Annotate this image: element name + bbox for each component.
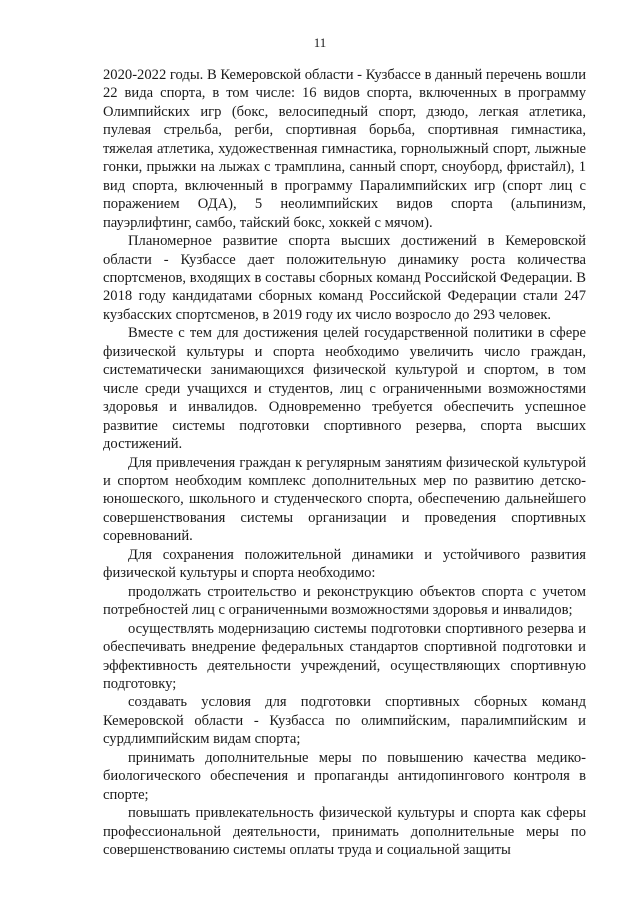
list-item-professional-attractiveness: повышать привлекательность физической культуры и спорта как сферы профессиональной деятельности, принимать дополнительные меры по совершенствованию системы оплаты труда и социальной защиты [103, 805, 586, 859]
list-item-national-teams: создавать условия для подготовки спортивных сборных команд Кемеровской области - Кузбасса по олимпийским, паралимпийским и сурдлимпийским видам спорта; [103, 694, 586, 748]
paragraph-necessary-actions-intro: Для сохранения положительной динамики и устойчивого развития физической культуры и спорта необходимо: [103, 546, 586, 582]
paragraph-additional-measures: Для привлечения граждан к регулярным занятиям физической культурой и спортом необходим комплекс дополнительных мер по развитию детско-юношеского, школьного и студенческого спорта, обеспечению дальнейшего совершенствования системы организации и проведения спортивных соревнований. [103, 454, 586, 545]
list-item-medical-support: принимать дополнительные меры по повышению качества медико-биологического обеспечения и пропаганды антидопингового контроля в спорте; [103, 749, 586, 803]
document-body [103, 66, 586, 859]
page-number: 11 [313, 35, 327, 50]
list-item-modernization: осуществлять модернизацию системы подготовки спортивного резерва и обеспечивать внедрение федеральных стандартов спортивной подготовки и эффективность деятельности учреждений, осуществляющих спортивную подготовку; [103, 620, 586, 692]
list-item-construction: продолжать строительство и реконструкцию объектов спорта с учетом потребностей лиц с ограниченными возможностями здоровья и инвалидов; [103, 583, 586, 619]
paragraph-policy-goals: Вместе с тем для достижения целей государственной политики в сфере физической культуры и спорта необходимо увеличить число граждан, систематически занимающихся физической культурой и спортом, в том числе среди учащихся и студентов, лиц с ограниченными возможностями здоровья и инвалидов. Одновременно требуется обеспечить успешное развитие системы подготовки спортивного резерва, спорта высших достижений. [103, 325, 586, 453]
paragraph-elite-sports-development: Планомерное развитие спорта высших достижений в Кемеровской области - Кузбассе дает положительную динамику роста количества спортсменов, входящих в составы сборных команд Российской Федерации. В 2018 году кандидатами сборных команд Российской Федерации стали 247 кузбасских спортсменов, в 2019 году их число возросло до 293 человек. [103, 233, 586, 323]
paragraph-sports-list: 2020-2022 годы. В Кемеровской области - Кузбассе в данный перечень вошли 22 вида спорта, в том числе: 16 видов спорта, включенных в программу Олимпийских игр (бокс, велосипедный спорт, дзюдо, легкая атлетика, пулевая стрельба, регби, спортивная борьба, спортивная гимнастика, тяжелая атлетика, художественная гимнастика, горнолыжный спорт, лыжные гонки, прыжки на лыжах с трамплина, санный спорт, сноуборд, фристайл), 1 вид спорта, включенный в программу Паралимпийских игр (спорт лиц с поражением ОДА), 5 неолимпийских видов спорта (альпинизм, пауэрлифтинг, самбо, тайский бокс, хоккей с мячом). [103, 67, 586, 231]
